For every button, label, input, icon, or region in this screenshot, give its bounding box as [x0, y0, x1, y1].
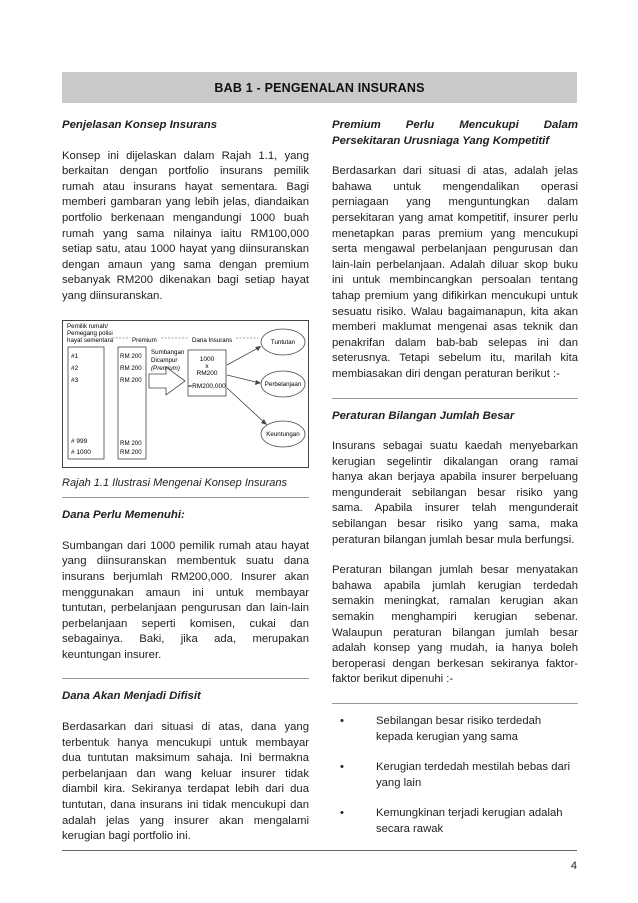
list-item-text: Kerugian terdedah mestilah bebas dari yang lain — [376, 761, 571, 789]
fund-header: Dana Insurans — [192, 336, 233, 344]
list-item — [332, 760, 578, 791]
section-heading: Dana Perlu Memenuhi: — [62, 509, 185, 522]
premium-value: RM 200 — [120, 448, 142, 456]
premium-value: RM 200 — [120, 439, 142, 447]
paragraph: Berdasarkan dari situasi di atas, adalah jelas bahawa untuk mengendalikan operasi perniagaan yang menguntungkan dalam persekitaran yang amat kompetitif, insurer perlu menetapkan paras premium yang mencukupi serta mengawal perbelanjaan pengurusan dan lain-lain perbelanjaan. Adalah diluar skop buku ini untuk membincangkan persoalan tentang tahap premium yang difikirkan mencukupi untuk sesuatu risiko. Walau bagaimanapun, kita akan memberi maklumat mengenai asas teknik dan penakrifan dalam bab-bab selepas ini dan seterusnya. Tetapi sebelum itu, marilah kita membiasakan diri dengan peraturan berikut :- — [332, 165, 578, 380]
right-column — [332, 118, 578, 853]
section-heading: Peraturan Bilangan Jumlah Besar — [332, 409, 515, 422]
policyholder-3: #3 — [71, 376, 79, 384]
policyholder-999: # 999 — [71, 437, 88, 445]
fund-total: =RM200,000 — [188, 382, 226, 390]
list-item-text: Kemungkinan terjadi kerugian adalah secara rawak — [376, 807, 563, 835]
section-heading: Premium Perlu Mencukupi Dalam Persekitaran Urusniaga Yang Kompetitif — [332, 119, 578, 147]
diagram-header-1: Pemilik rumah/ — [67, 322, 108, 330]
list-item — [332, 714, 578, 745]
premium-value: RM 200 — [120, 364, 142, 372]
divider — [62, 497, 309, 498]
divider — [332, 703, 578, 704]
insurance-concept-diagram — [62, 320, 309, 468]
policyholder-1000: # 1000 — [71, 448, 91, 456]
premium-value: RM 200 — [120, 352, 142, 360]
divider — [332, 398, 578, 399]
diagram-header-2: Pemegang polisi — [67, 329, 113, 337]
contribution-label: Sumbangan — [151, 348, 185, 356]
paragraph: Sumbangan dari 1000 pemilik rumah atau hayat yang diinsuranskan membentuk suatu dana insurans berjumlah RM200,000. Insurer akan menggunakan amaun ini untuk membayar tuntutan, perbelanjaan pengurusan dan lain-lain perbelanjaan seperti komisen, cukai dan sebagainya. Baki, jika ada, merupakan keuntungan insurer. — [62, 539, 309, 661]
premium-header: Premium — [132, 336, 157, 344]
policyholder-1: #1 — [71, 352, 79, 360]
figure-caption: Rajah 1.1 Ilustrasi Mengenai Konsep Insurans — [62, 476, 288, 489]
paragraph: Insurans sebagai suatu kaedah menyebarkan kerugian segelintir dikalangan orang ramai hanya akan berjaya apabila insurer berpeluang mengunderait sebilangan besar risiko yang sama. Apabila insurer telah mengunderait sebilangan besar risiko yang sama, maka peraturan bilangan jumlah besar mula berfungsi. — [332, 440, 578, 546]
chapter-banner: BAB 1 - PENGENALAN INSURANS — [62, 72, 577, 103]
section-heading: Dana Akan Menjadi Difisit — [62, 690, 201, 703]
bullet-icon: • — [340, 761, 344, 774]
fund-premium: RM200 — [196, 369, 218, 377]
paragraph: Berdasarkan dari situasi di atas, dana yang terbentuk hanya mencukupi untuk membayar dua tuntutan maksimum sahaja. Ini bermakna perbelanjaan dan wang keluar insurer tidak diambil kira. Sekiranya terdapat lebih dari dua tuntutan, dana insurans ini tidak mencukupi dan adalah jelas yang insurer akan mengalami kerugian bagi portfolio ini. — [62, 721, 309, 843]
section-heading: Penjelasan Konsep Insurans — [62, 119, 218, 131]
divider — [62, 678, 309, 679]
pooled-label: Dicampur — [151, 356, 178, 364]
premium-label: (Premium) — [151, 364, 180, 372]
fund-multiply: x — [205, 362, 209, 370]
claims-label: Tuntutan — [270, 338, 296, 346]
bullet-icon: • — [340, 715, 344, 727]
page-number: 4 — [570, 860, 577, 872]
footer-divider — [62, 850, 577, 851]
left-column — [62, 118, 309, 860]
paragraph: Konsep ini dijelaskan dalam Rajah 1.1, yang berkaitan dengan portfolio insurans pemilik rumah atau insurans hayat sementara. Bagi memberi gambaran yang lebih jelas, diandaikan portfolio berkenaan mengandungi 1000 buah rumah yang sama nilainya iaitu RM100,000 setiap satu, atau 1000 hayat yang diinsuranskan dengan amaun yang sama dengan premium sebanyak RM200 dikenakan bagi setiap hayat yang diinsuranskan. — [62, 149, 309, 302]
paragraph: Peraturan bilangan jumlah besar menyatakan bahawa apabila jumlah kerugian terdedah semakin meningkat, ramalan kerugian akan semakin menghampiri kerugian sebenar. Walaupun peraturan bilangan jumlah besar adalah konsep yang mudah, ia hanya boleh beroperasi dengan berkesan sekiranya faktor-faktor berikut dipenuhi :- — [332, 564, 578, 686]
list-item — [332, 806, 578, 837]
expenses-label: Perbelanjaan — [264, 380, 302, 388]
fund-count: 1000 — [199, 355, 215, 363]
list-item-text: Sebilangan besar risiko terdedah kepada kerugian yang sama — [376, 715, 542, 743]
policyholder-2: #2 — [71, 364, 79, 372]
bullet-icon: • — [340, 807, 344, 820]
profit-label: Keuntungan — [266, 430, 300, 438]
premium-value: RM 200 — [120, 376, 142, 384]
diagram-header-3: hayat sementara — [67, 336, 114, 344]
